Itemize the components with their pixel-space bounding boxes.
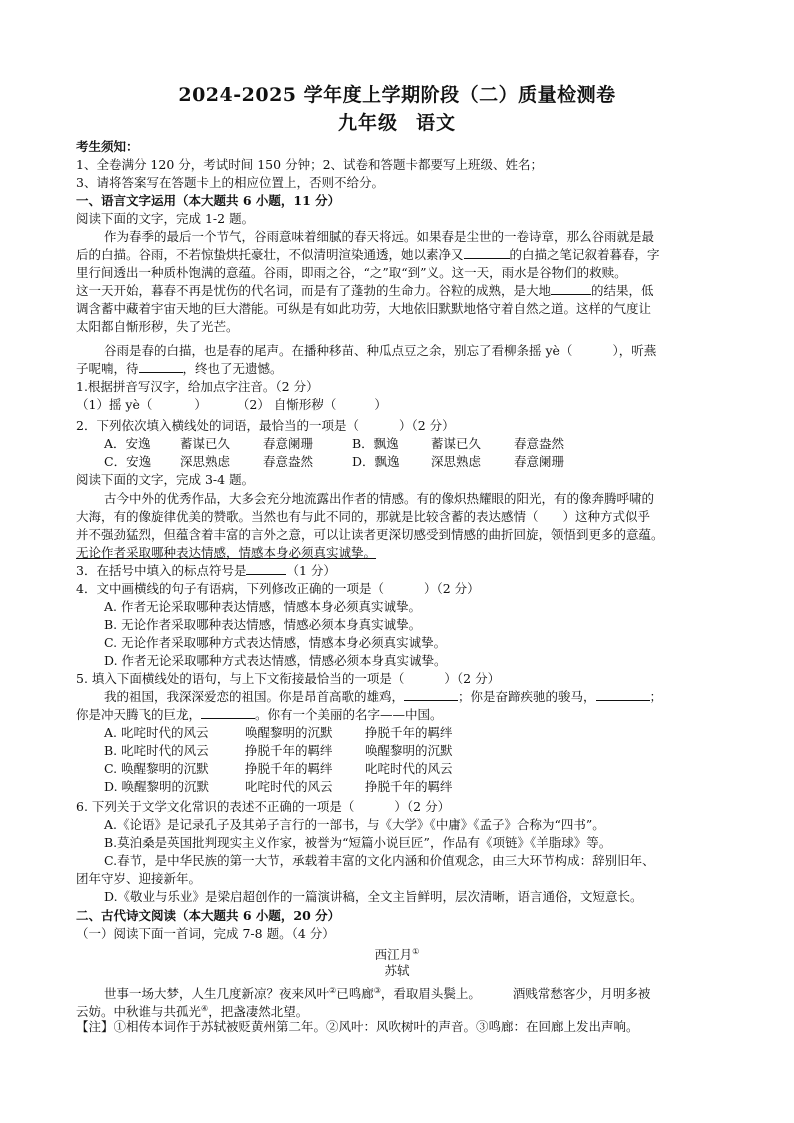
passage-line: 谷雨是春的白描，也是春的尾声。在播种移苗、种瓜点豆之余，别忘了看柳条摇 yè（ ），听燕 (104, 343, 657, 358)
passage-line: 里行间透出一种质朴饱满的意蕴。谷雨，即雨之谷，“之”取“到”义。这一天，雨水是谷物们的救赎。 (76, 265, 627, 280)
option-c: C. 唤醒黎明的沉默 (104, 761, 209, 776)
option-word: 深思熟虑 (180, 454, 231, 469)
passage-line: 并不强劲猛烈，但蕴含着丰富的言外之意，可以让读者更深切感受到情感的曲折回旋，领悟到更多的意蕴。 (76, 527, 664, 542)
passage-line: 作为春季的最后一个节气，谷雨意味着细腻的春天将远。如果春是尘世的一卷诗章，那么谷雨就是最 (104, 229, 655, 244)
option-c-cont: 团年守岁、迎接新年。 (76, 871, 202, 886)
passage-line: 你是冲天腾飞的巨龙， 。你有一个美丽的名字——中国。 (76, 707, 443, 722)
answer-blank (404, 688, 458, 701)
question-1-stem: 1.根据拼音写汉字，给加点字注音。（2 分） (76, 379, 319, 394)
answer-blank (201, 706, 255, 719)
option-phrase: 挣脱千年的羁绊 (365, 779, 453, 794)
option-c: C. 无论作者采取哪种方式表达情感，情感本身必须真实诚挚。 (104, 635, 447, 650)
exam-title: 2024-2025 学年度上学期阶段（二）质量检测卷 (178, 84, 616, 106)
option-phrase: 叱咤时代的风云 (245, 779, 333, 794)
answer-blank (246, 562, 286, 575)
option-phrase: 唤醒黎明的沉默 (365, 743, 453, 758)
passage-line: 子呢喃，待 ，终也了无遗憾。 (76, 361, 283, 376)
option-phrase: 唤醒黎明的沉默 (245, 725, 333, 740)
passage-line: 古今中外的优秀作品，大多会充分地流露出作者的情感。有的像炽热耀眼的阳光，有的像奔腾呼啸的 (104, 491, 655, 506)
option-d: D. 唤醒黎明的沉默 (104, 779, 210, 794)
option-b: B．飘逸 (352, 436, 399, 451)
answer-blank (551, 282, 591, 295)
passage-line: 我的祖国，我深深爱恋的祖国。你是昂首高歌的雄鸡， ；你是奋蹄疾驰的骏马， ； (104, 689, 663, 704)
option-d: D．飘逸 (352, 454, 400, 469)
subsection-heading: （一）阅读下面一首词，完成 7-8 题。（4 分） (76, 926, 335, 941)
reading-intro: 阅读下面的文字，完成 1-2 题。 (76, 211, 255, 226)
question-3-stem: 3．在括号中填入的标点符号是 （1 分） (76, 563, 336, 578)
option-word: 深思熟虑 (431, 454, 482, 469)
option-phrase: 挣脱千年的羁绊 (245, 761, 333, 776)
option-c: C.春节，是中华民族的第一大节，承载着丰富的文化内涵和价值观念，由三大环节构成：辞别旧年、 (104, 853, 655, 868)
option-c: C．安逸 (104, 454, 152, 469)
subject-label: 语文 (416, 112, 457, 134)
poem-title: 西江月① (374, 947, 420, 963)
option-d: D.《敬业与乐业》是梁启超创作的一篇演讲稿，全文主旨鲜明，层次清晰，语言通俗，文短意长。 (104, 889, 643, 904)
question-2-stem: 2．下列依次填入横线处的词语，最恰当的一项是（ ）（2 分） (76, 418, 455, 433)
section-heading: 二、古代诗文阅读（本大题共 6 小题，20 分） (76, 908, 341, 923)
notice-heading: 考生须知： (76, 139, 139, 154)
reading-intro: 阅读下面的文字，完成 3-4 题。 (76, 472, 255, 487)
option-b: B. 叱咤时代的风云 (104, 743, 209, 758)
option-word: 春意盎然 (514, 436, 565, 451)
option-phrase: 挣脱千年的羁绊 (245, 743, 333, 758)
question-4-stem: 4．文中画横线的句子有语病，下列修改正确的一项是（ ）（2 分） (76, 581, 480, 596)
answer-blank (139, 360, 183, 373)
notice-item: 3、请将答案写在答题卡上的相应位置上，否则不给分。 (76, 175, 384, 190)
poem-line: 云妨。中秋谁与共孤光④，把盏凄然北望。 (76, 1004, 309, 1020)
notice-item: 1、全卷满分 120 分，考试时间 150 分钟；2、试卷和答题卡都要写上班级、姓名； (76, 157, 544, 172)
option-d: D. 作者无论采取哪种方式表达情感，情感必须本身真实诚挚。 (104, 653, 447, 668)
poem-note: 【注】①相传本词作于苏轼被贬黄州第二年。②风叶：风吹树叶的声音。③鸣廊：在回廊上发出声响。 (76, 1019, 639, 1034)
poem-author: 苏轼 (384, 963, 410, 978)
option-a: A.《论语》是记录孔子及其弟子言行的一部书，与《大学》《中庸》《孟子》合称为“四书”。 (104, 817, 605, 832)
option-a: A．安逸 (104, 436, 151, 451)
option-b: B. 无论作者采取哪种表达情感，情感必须本身真实诚挚。 (104, 617, 422, 632)
option-phrase: 挣脱千年的羁绊 (365, 725, 453, 740)
passage-line: 太阳都自惭形秽，失了光芒。 (76, 319, 239, 334)
option-a: A. 作者无论采取哪种表达情感，情感本身必须真实诚挚。 (104, 599, 421, 614)
passage-line: 大海，有的像旋律优美的赞歌。当然也有与此不同的，那就是比较含蓄的表达感情（ ）这种方式似乎 (76, 509, 651, 524)
option-a: A. 叱咤时代的风云 (104, 725, 209, 740)
answer-blank (464, 246, 510, 259)
poem-line: 世事一场大梦，人生几度新凉？夜来风叶②已鸣廊③，看取眉头鬓上。 酒贱常愁客少，月明多被 (104, 986, 651, 1002)
underlined-sentence: 无论作者采取哪种表达情感，情感本身必须真实诚挚。 (76, 545, 377, 560)
question-1-parts: （1）摇 yè（ ） （2） 自惭形秽（ ） (76, 397, 387, 412)
passage-line: 调含蓄中藏着宇宙天地的巨大潜能。可纵是有如此功劳，大地依旧默默地恪守着自然之道。这样的气度让 (76, 301, 652, 316)
option-word: 春意盎然 (263, 454, 314, 469)
option-word: 蓄谋已久 (431, 436, 482, 451)
question-6-stem: 6. 下列关于文学文化常识的表述不正确的一项是（ ）（2 分） (76, 799, 451, 814)
option-b: B.莫泊桑是英国批判现实主义作家，被誉为“短篇小说巨匠”，作品有《项链》《羊脂球》等。 (104, 835, 612, 850)
grade-label: 九年级 (337, 112, 398, 134)
option-phrase: 叱咤时代的风云 (365, 761, 453, 776)
question-5-stem: 5. 填入下面横线处的语句，与上下文衔接最恰当的一项是（ ）（2 分） (76, 671, 501, 686)
section-heading: 一、语言文字运用（本大题共 6 小题，11 分） (76, 193, 341, 208)
option-word: 蓄谋已久 (180, 436, 231, 451)
passage-line: 这一天开始，暮春不再是忧伤的代名词，而是有了蓬勃的生命力。谷粒的成熟，是大地 的结果，低 (76, 283, 654, 298)
passage-line: 后的白描。谷雨，不若惊蛰烘托豪壮，不似清明渲染通透，她以素净又 的白描之笔记叙着暮春，字 (76, 247, 660, 262)
option-word: 春意阑珊 (263, 436, 314, 451)
exam-subtitle (0, 108, 794, 135)
option-word: 春意阑珊 (514, 454, 565, 469)
answer-blank (596, 688, 650, 701)
